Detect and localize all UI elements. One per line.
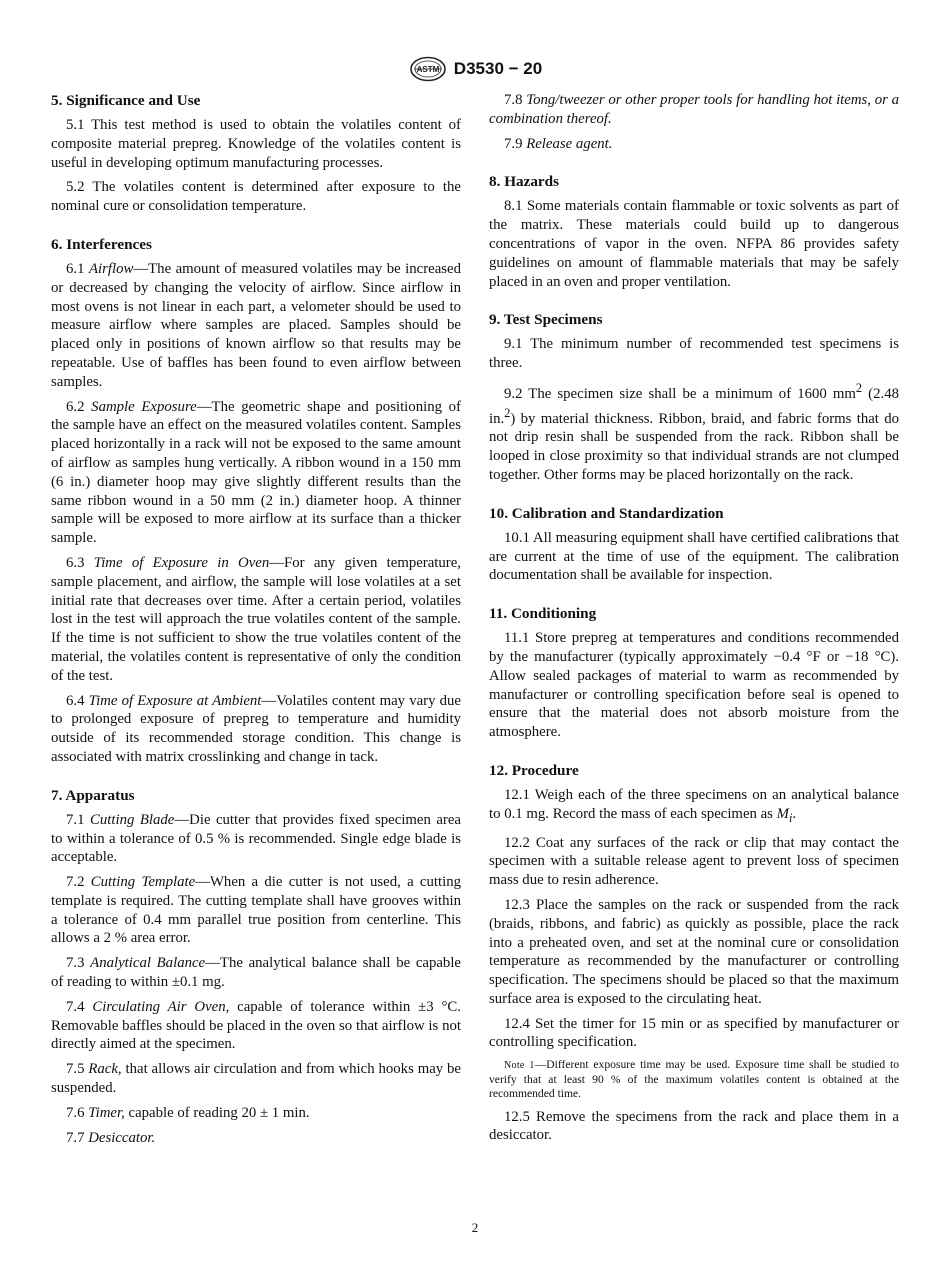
section-7-heading: 7. Apparatus <box>51 786 135 804</box>
para-7-9: 7.9 Release agent. <box>504 135 613 152</box>
para-8-1: 8.1 Some materials contain flammable or toxic solvents as part of the matrix. These materials could build up to dangerous concentrations of vapor in the oven. NFPA 86 provides safety guidelines on amount of flammable materials that may be safely placed in an oven and proper ventilation. <box>489 198 899 290</box>
para-5-2: 5.2 The volatiles content is determined after exposure to the nominal cure or consolidation temperature. <box>51 179 461 215</box>
para-9-2: 9.2 The specimen size shall be a minimum of 1600 $mm^2$ (2.48 in.$^2$) by material thickness. Ribbon, braid, and fabric forms that do not drip resin shall be suspended from the rack. Ribbon shall be looped in close proximity so that individual strands are not clumped together. Other forms may be placed horizontally on the rack. <box>489 380 899 483</box>
para-6-1: 6.1 Airflow—The amount of measured volatiles may be increased or decreased by changing the velocity of airflow. Since airflow in most ovens is not linear in each part, a velometer should be used to measure airflow where samples are placed. Samples should be placed only in positions of known airflow so that results may be repeatable. Use of baffles has been found to even airflow between samples. <box>51 260 461 390</box>
para-6-2: 6.2 Sample Exposure—The geometric shape and positioning of the sample have an effect on the measured volatiles content. Samples placed horizontally in a rack will not be exposed to the same amount of airflow as samples hung vertically. A ribbon wound in a 150 mm (6 in.) diameter hoop may give slightly different results than the same ribbon wound in a 50 mm (2 in.) diameter hoop. A thinner sample will be exposed to more airflow at its surface than a thicker sample. <box>51 398 461 547</box>
para-12-4: 12.4 Set the timer for 15 min or as specified by manufacturer or controlling specification. <box>489 1015 899 1051</box>
para-10-1: 10.1 All measuring equipment shall have certified calibrations that are current at the time of use of the equipment. The calibration documentation shall be available for inspection. <box>489 529 899 584</box>
para-7-2: 7.2 Cutting Template—When a die cutter is not used, a cutting template is required. The cutting template shall have grooves within a tolerance of 0.4 mm parallel true position from centerline. This allows a 2 % area error. <box>51 874 462 947</box>
para-6-3: 6.3 Time of Exposure in Oven—For any given temperature, sample placement, and airflow, the sample will lose volatiles at a set initial rate that decreases over time. After a certain period, volatiles lost in the test will approach the true volatiles content of the sample. If the time is not sufficient to show the true volatiles content of the material, the volatiles content is representative of only the condition of the test. <box>51 554 461 684</box>
astm-logo <box>408 56 448 82</box>
section-6-heading: 6. Interferences <box>51 235 152 253</box>
para-7-8: 7.8 Tong/tweezer or other proper tools for handling hot items, or a combination thereof. <box>489 92 900 127</box>
right-column <box>489 91 899 1151</box>
para-9-1: 9.1 The minimum number of recommended test specimens is three. <box>489 336 899 372</box>
left-column <box>51 91 461 1153</box>
document-id: D3530 − 20 <box>453 59 543 78</box>
para-12-5: 12.5 Remove the specimens from the rack and place them in a desiccator. <box>489 1108 899 1144</box>
para-7-5: 7.5 Rack, that allows air circulation and from which hooks may be suspended. <box>51 1061 461 1097</box>
para-7-6: 7.6 Timer, capable of reading 20 ± 1 min. <box>66 1104 310 1121</box>
page-number: 2 <box>471 1220 479 1235</box>
para-12-3: 12.3 Place the samples on the rack or suspended from the rack (braids, ribbons, and fabric) as quickly as possible, place the rack into a preheated oven, and set at the nominal cure or consolidation temperature as recommended by the manufacturer or controlling specification. The specimens should be placed so that the maximum surface area is exposed to the circulating heat. <box>489 896 899 1007</box>
section-5-heading: 5. Significance and Use <box>51 92 201 109</box>
para-6-4: 6.4 Time of Exposure at Ambient—Volatiles content may vary due to prolonged exposure of prepreg to temperature and humidity outside of its recommended storage condition. This change is associated with matrix crosslinking and change in tack. <box>51 692 461 765</box>
para-7-4: 7.4 Circulating Air Oven, capable of tolerance within ±3 °C. Removable baffles should be placed in the oven so that airflow is not directly aimed at the specimen. <box>51 998 461 1053</box>
svg-text:ASTM: ASTM <box>416 65 440 74</box>
section-9-heading: 9. Test Specimens <box>489 311 603 329</box>
para-7-3: 7.3 Analytical Balance—The analytical balance shall be capable of reading to within ±0.1 mg. <box>51 955 462 991</box>
section-11-heading: 11. Conditioning <box>489 605 597 623</box>
page-header <box>0 56 950 82</box>
section-8-heading: 8. Hazards <box>489 173 560 191</box>
para-7-7: 7.7 Desiccator. <box>66 1129 156 1146</box>
para-12-1: 12.1 Weigh each of the three specimens on an analytical balance to 0.1 mg. Record the mass of each specimen as $M_i$. <box>489 786 899 825</box>
section-12-heading: 12. Procedure <box>489 761 579 779</box>
section-10-heading: 10. Calibration and Standardization <box>489 504 724 522</box>
para-5-1: 5.1 This test method is used to obtain the volatiles content of composite material prepreg. Knowledge of the volatiles content is useful in developing optimum manufacturing processes. <box>51 117 461 171</box>
para-12-2: 12.2 Coat any surfaces of the rack or clip that may contact the specimen with a suitable release agent to prevent loss of specimen mass due to resin adherence. <box>489 834 899 889</box>
para-11-1: 11.1 Store prepreg at temperatures and conditions recommended by the manufacturer (typically approximately −0.4 °F or −18 °C). Allow sealed packages of material to warm as recommended by manufacturer or controlling specification before seal is opened to ensure that the material does not absorb moisture from the atmosphere. <box>489 630 899 741</box>
para-7-1: 7.1 Cutting Blade—Die cutter that provides fixed specimen area to within a tolerance of 0.5 % is recommended. Single edge blade is acceptable. <box>51 811 461 866</box>
note-1: Note 1—Different exposure time may be used. Exposure time shall be studied to verify that at least 90 % of the maximum volatiles content is obtained at the recommended time. <box>489 1058 899 1100</box>
